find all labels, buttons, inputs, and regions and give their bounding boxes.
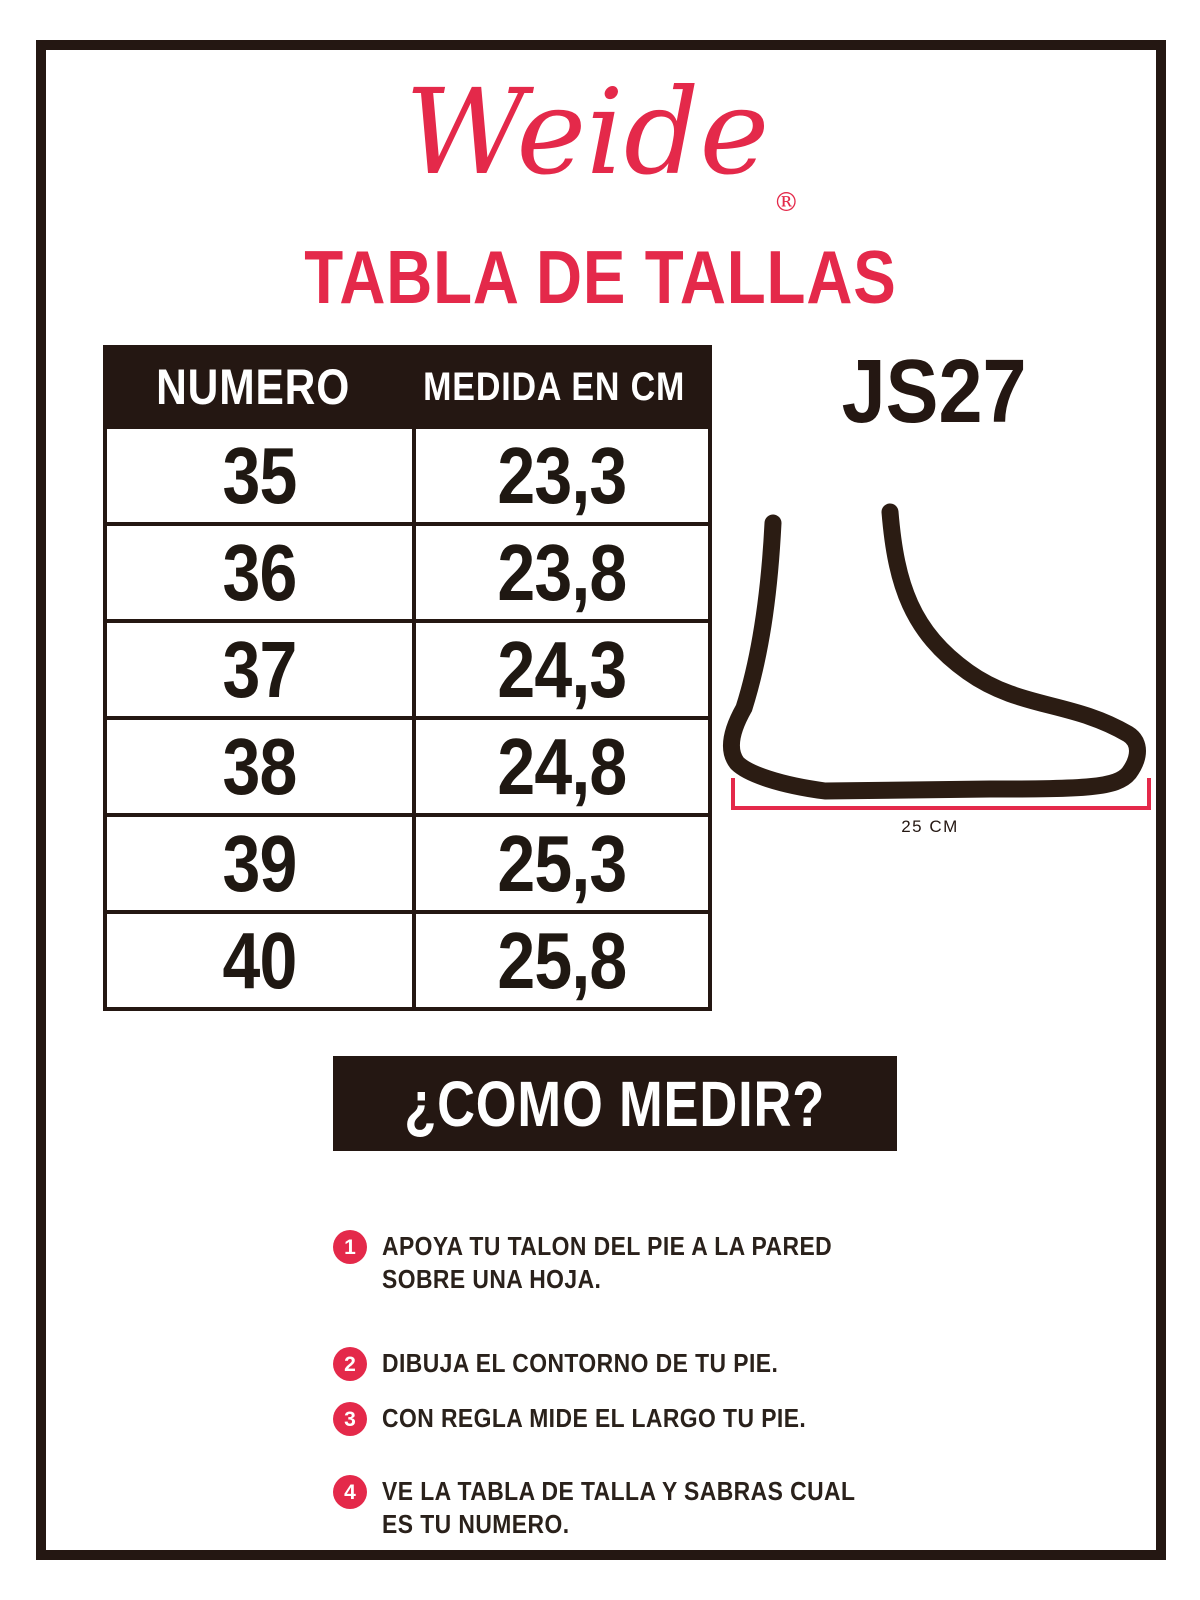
size-measure-cell: 25,3 xyxy=(412,817,708,910)
table-row xyxy=(107,619,708,716)
step-number-badge: 1 xyxy=(333,1230,367,1264)
column-header-medida xyxy=(400,365,708,410)
step-text: CON REGLA MIDE EL LARGO TU PIE. xyxy=(382,1403,807,1433)
size-number-cell: 36 xyxy=(222,527,297,617)
registered-trademark-icon: ® xyxy=(773,188,800,218)
how-to-measure-heading: ¿COMO MEDIR? xyxy=(404,1067,826,1140)
measure-step-1 xyxy=(333,1230,927,1296)
brand-logo xyxy=(0,62,1200,218)
size-measure-cell: 23,3 xyxy=(412,429,708,522)
measure-step-3 xyxy=(333,1402,927,1436)
step-text: VE LA TABLA DE TALLA Y SABRAS CUAL ES TU NUMERO. xyxy=(382,1476,855,1539)
table-row xyxy=(107,522,708,619)
size-measure-cell: 24,8 xyxy=(412,720,708,813)
size-measure-cell: 23,8 xyxy=(412,526,708,619)
measure-step-4 xyxy=(333,1475,927,1541)
page-title-text: TABLA DE TALLAS xyxy=(303,235,897,319)
step-number-badge: 2 xyxy=(333,1347,367,1381)
step-number-badge: 4 xyxy=(333,1475,367,1509)
column-header-numero xyxy=(107,358,400,416)
table-row xyxy=(107,910,708,1007)
size-number-cell: 40 xyxy=(222,915,297,1005)
measurement-label: 25 CM xyxy=(901,817,959,836)
step-text: DIBUJA EL CONTORNO DE TU PIE. xyxy=(382,1348,779,1378)
size-table xyxy=(103,345,712,1011)
size-measure-cell: 24,3 xyxy=(412,623,708,716)
step-text: APOYA TU TALON DEL PIE A LA PARED SOBRE UNA HOJA. xyxy=(382,1231,833,1294)
foot-outline-icon xyxy=(731,512,1137,791)
foot-outline-diagram xyxy=(700,490,1160,860)
table-row xyxy=(107,716,708,813)
model-code-text: JS27 xyxy=(841,342,1027,442)
brand-logo-text: Weide xyxy=(404,63,770,201)
table-row xyxy=(107,813,708,910)
size-number-cell: 39 xyxy=(222,818,297,908)
measure-step-2 xyxy=(333,1347,927,1381)
column-header-medida-label: MEDIDA EN CM xyxy=(422,364,685,409)
size-number-cell: 38 xyxy=(222,721,297,811)
column-header-numero-label: NUMERO xyxy=(156,359,351,415)
table-row xyxy=(107,425,708,522)
how-to-measure-heading-bar xyxy=(333,1056,897,1151)
size-number-cell: 37 xyxy=(222,624,297,714)
step-number-badge: 3 xyxy=(333,1402,367,1436)
size-measure-cell: 25,8 xyxy=(412,914,708,1007)
size-number-cell: 35 xyxy=(222,430,297,520)
page-title xyxy=(0,235,1200,319)
model-code xyxy=(784,342,1084,442)
size-table-header xyxy=(107,349,708,425)
